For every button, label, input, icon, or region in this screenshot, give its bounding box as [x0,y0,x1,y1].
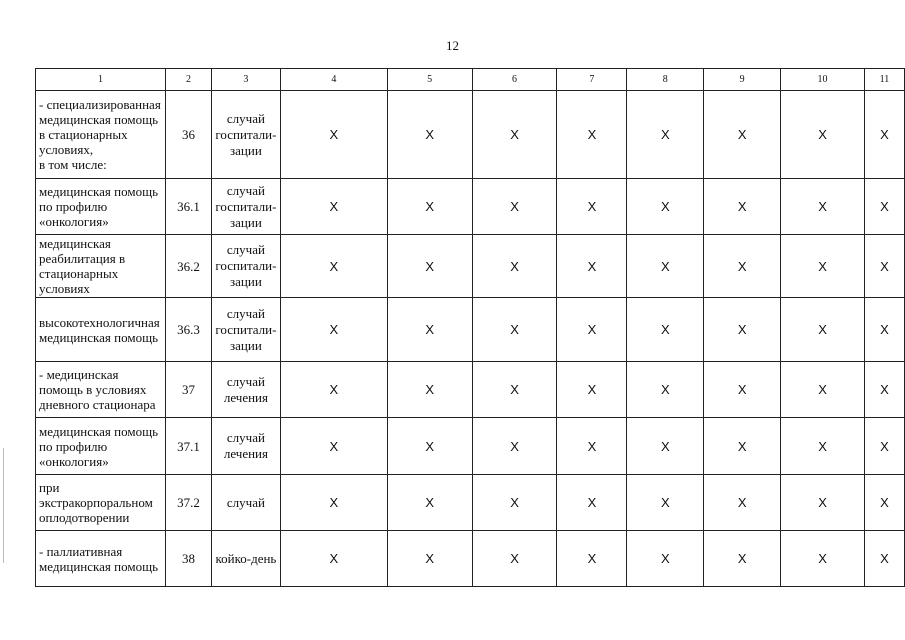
row-name-line: условиях [39,281,90,296]
column-header: 11 [864,69,904,91]
row-code-cell: 37.1 [165,418,211,475]
row-unit-line: госпитали- [215,321,277,337]
scan-edge-mark [3,448,4,563]
row-name-line: - специализированная [39,97,161,112]
row-unit-cell [211,235,280,298]
row-unit-cell [211,531,280,587]
value-cell: X [781,418,865,475]
row-name-line: медицинская помощь [39,184,159,199]
value-cell: X [387,362,472,418]
row-unit-line: зации [230,142,262,158]
row-name-line: дневного стационара [39,397,156,412]
row-name-line: в стационарных [39,127,128,142]
value-cell: X [557,475,627,531]
value-cell: X [704,531,781,587]
row-code-cell: 37.2 [165,475,211,531]
value-cell: X [557,235,627,298]
row-name-cell [36,362,166,418]
value-cell: X [704,179,781,235]
row-unit-line: случай [226,305,265,321]
value-cell: X [472,179,557,235]
row-unit-line: зации [230,337,262,353]
value-cell: X [387,179,472,235]
value-cell: X [280,91,387,179]
value-cell: X [627,179,704,235]
table-row [36,235,905,298]
row-unit-line: случай [226,494,265,510]
row-unit-cell [211,91,280,179]
value-cell: X [387,475,472,531]
row-code-cell: 36.2 [165,235,211,298]
row-unit-line: случай [226,373,265,389]
row-name-line: экстракорпоральном [39,495,153,510]
row-name-cell [36,235,166,298]
column-header: 8 [627,69,704,91]
row-unit-line: зации [230,274,262,289]
value-cell: X [280,475,387,531]
value-cell: X [704,418,781,475]
value-cell: X [864,235,904,298]
row-name-line: медицинская [39,236,111,251]
row-unit-line: лечения [223,446,268,461]
column-header: 6 [472,69,557,91]
row-code-cell: 37 [165,362,211,418]
value-cell: X [387,418,472,475]
column-header: 9 [704,69,781,91]
value-cell: X [781,475,865,531]
row-name-cell [36,91,166,179]
row-unit-line: госпитали- [215,198,277,214]
table-row [36,362,905,418]
row-name-line: по профилю [39,199,108,214]
row-name-line: медицинская помощь [39,423,159,439]
row-unit-line: случай [226,242,265,257]
value-cell: X [704,91,781,179]
row-unit-line: койко-день [215,550,277,566]
column-header: 10 [781,69,865,91]
row-code-cell: 36.1 [165,179,211,235]
row-name-line: в том числе: [39,157,107,172]
column-header: 2 [165,69,211,91]
row-unit-cell [211,298,280,362]
column-header: 7 [557,69,627,91]
row-name-line: «онкология» [39,453,109,469]
value-cell: X [864,298,904,362]
value-cell: X [627,362,704,418]
value-cell: X [387,531,472,587]
row-name-line: стационарных [39,266,119,281]
row-name-cell [36,418,166,475]
row-unit-line: госпитали- [215,258,277,273]
value-cell: X [557,179,627,235]
row-unit-line: случай [226,430,265,445]
value-cell: X [781,362,865,418]
value-cell: X [280,235,387,298]
value-cell: X [627,531,704,587]
value-cell: X [781,235,865,298]
row-name-cell [36,475,166,531]
value-cell: X [864,362,904,418]
value-cell: X [472,91,557,179]
value-cell: X [280,362,387,418]
row-name-line: - паллиативная [39,543,123,559]
row-unit-cell [211,475,280,531]
value-cell: X [280,298,387,362]
row-name-cell [36,179,166,235]
header-row [36,69,905,91]
value-cell: X [557,418,627,475]
row-unit-line: зации [230,214,262,230]
row-name-line: медицинская помощь [39,558,159,574]
value-cell: X [472,475,557,531]
row-name-cell [36,531,166,587]
value-cell: X [704,235,781,298]
value-cell: X [472,298,557,362]
value-cell: X [864,179,904,235]
row-name-line: «онкология» [39,214,109,229]
value-cell: X [627,235,704,298]
value-cell: X [280,179,387,235]
value-cell: X [864,531,904,587]
value-cell: X [781,179,865,235]
row-unit-line: госпитали- [215,126,277,142]
row-name-line: по профилю [39,438,108,454]
column-header: 1 [36,69,166,91]
row-name-line: условиях, [39,142,94,157]
row-name-line: реабилитация в [39,251,126,266]
value-cell: X [864,475,904,531]
table-row [36,418,905,475]
value-cell: X [864,418,904,475]
table-row [36,531,905,587]
row-code-cell: 36.3 [165,298,211,362]
table-body [36,69,905,587]
row-unit-line: лечения [223,389,268,405]
value-cell: X [472,235,557,298]
value-cell: X [387,298,472,362]
value-cell: X [781,91,865,179]
row-name-line: оплодотворении [39,510,130,525]
row-code-cell: 38 [165,531,211,587]
value-cell: X [557,298,627,362]
table-row [36,475,905,531]
value-cell: X [704,475,781,531]
row-unit-line: случай [226,110,265,126]
value-cell: X [557,362,627,418]
value-cell: X [704,298,781,362]
row-name-cell [36,298,166,362]
column-header: 3 [211,69,280,91]
value-cell: X [781,298,865,362]
row-name-line: высокотехнологичная [39,314,160,330]
value-cell: X [472,531,557,587]
table-row [36,298,905,362]
table-row [36,91,905,179]
value-cell: X [472,418,557,475]
value-cell: X [387,235,472,298]
value-cell: X [627,91,704,179]
value-cell: X [557,531,627,587]
value-cell: X [387,91,472,179]
page-number: 12 [446,38,459,53]
value-cell: X [704,362,781,418]
row-name-line: медицинская помощь [39,329,159,345]
row-unit-cell [211,179,280,235]
row-unit-cell [211,362,280,418]
row-name-line: медицинская помощь [39,112,159,127]
value-cell: X [280,418,387,475]
table-row [36,179,905,235]
value-cell: X [627,418,704,475]
row-name-line: при [39,480,60,495]
row-name-line: - медицинская [39,367,119,382]
value-cell: X [781,531,865,587]
value-cell: X [627,298,704,362]
column-header: 4 [280,69,387,91]
value-cell: X [557,91,627,179]
row-unit-line: случай [226,182,265,198]
value-cell: X [627,475,704,531]
row-unit-cell [211,418,280,475]
data-table [35,68,905,587]
row-name-line: помощь в условиях [39,382,147,397]
value-cell: X [864,91,904,179]
value-cell: X [472,362,557,418]
column-header: 5 [387,69,472,91]
value-cell: X [280,531,387,587]
row-code-cell: 36 [165,91,211,179]
